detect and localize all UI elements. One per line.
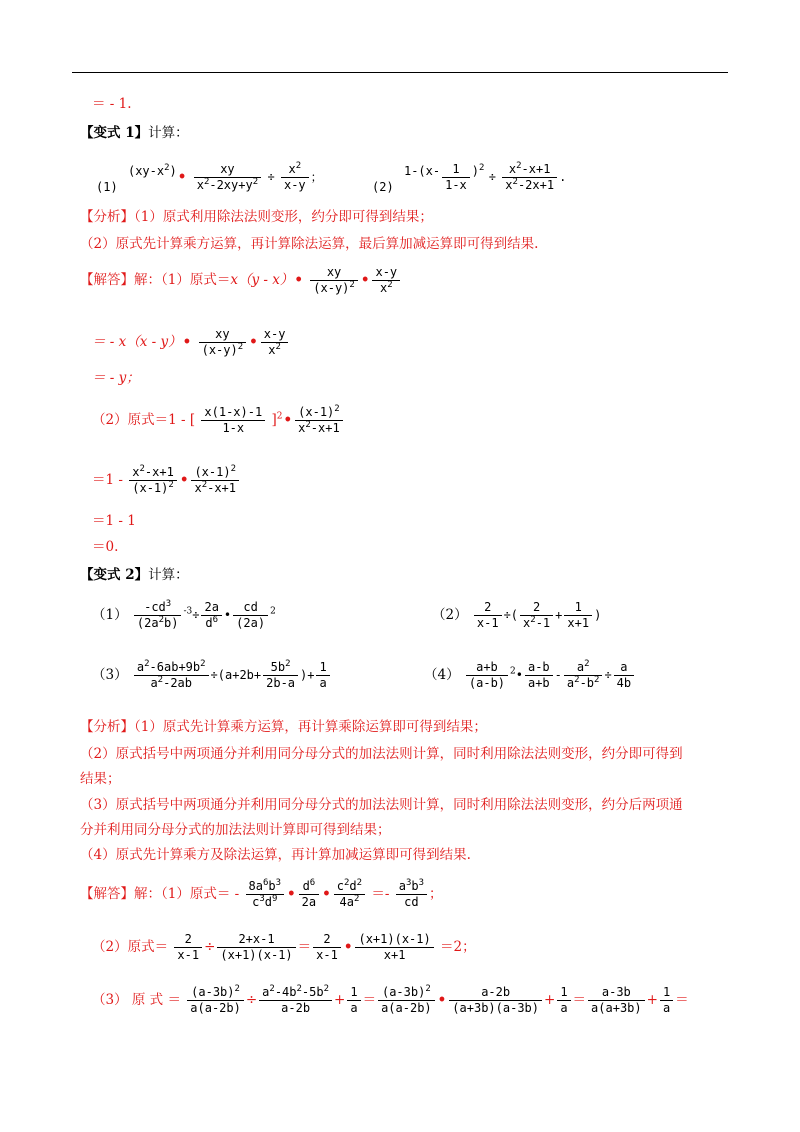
p2-lead: 1-(x-: [403, 164, 441, 178]
p1-lead: (xy-x: [127, 164, 165, 178]
variant1-solution-2-line2: ＝1 - $\frac{x^2-x+1}{(x-1)^2}$ • $\frac{(x-1)^2}{x^2-x+1}$: [92, 460, 241, 500]
variant1-analysis-1: 【分析】（1）原式利用除法法则变形，约分即可得到结果；: [80, 209, 433, 225]
variant1-solution-2-head: （2）原式＝1 - [ $\frac{x(1-x)-1}{1-x}$ ]$^2$• $\frac{(x-1)^2}{x^2-x+1}$: [92, 400, 345, 440]
top-line-text: ＝ - 1.: [92, 96, 132, 112]
variant2-problem-2: （2） $\frac{2}{x-1}$ ÷( $\frac{2}{x^2-1}$ + $\frac{1}{x+1}$ ): [432, 600, 602, 630]
variant2-problem-4: （4） $\frac{a+b}{(a-b)}$ $^2$• $\frac{a-b}{a+b}$ - $\frac{a^2}{a^2-b^2}$ ÷ $\frac{a}{4b}$: [424, 654, 636, 696]
variant2-analysis-3: 结果；: [80, 771, 121, 787]
variant2-problem-3: （3） $\frac{a^2-6ab+9b^2}{a^2-2ab}$ ÷(a+2b+ $\frac{5b^2}{2b-a}$ )+ $\frac{1}{a}$: [92, 654, 332, 696]
p2-end: .: [559, 170, 567, 184]
sol2-head: （2）原式＝1 - [: [92, 412, 196, 428]
variant2-solution-3: （3） 原 式 ＝ $\frac{(a-3b)^2}{a(a-2b)}$ ÷ $\frac{a^2-4b^2-5b^2}{a-2b}$ + $\frac{1}{a}$ ＝ $\frac{(a-3b)^2}{a(a-2b)}$ • $\frac{a-2b}{(a+3b)(a-3b)}$ + $\frac{1}{a}$ ＝ $\frac{a-3b}{a(a+3b)}$ + $\frac{1}{a}$ ＝: [92, 984, 689, 1015]
problem-number-2: (2): [372, 180, 394, 194]
solution-line-2: ＝ - x（x - y）: [92, 334, 182, 350]
sol2-l2: ＝1 -: [92, 472, 123, 488]
variant2-header: [80, 566, 189, 584]
variant2-tail: 计算：: [148, 567, 189, 583]
p2-fraction-2: $\frac{x^2-x+1}{x^2-2x+1}$: [502, 162, 557, 193]
variant1-solution-2-line3: ＝1 - 1: [92, 513, 136, 529]
item-3: （3）: [92, 667, 128, 683]
item-2: （2）: [432, 607, 468, 623]
p1-lead-close: ): [169, 164, 177, 178]
variant1-analysis-2: （2）原式先计算乘方运算，再计算除法运算，最后算加减运算即可得到结果.: [80, 236, 539, 252]
variant1-solution-3: ＝ - y；: [92, 370, 140, 386]
variant1-label: 【变式 1】: [80, 125, 149, 141]
v2-sol3-head: （3） 原 式 ＝: [92, 992, 181, 1008]
p2-fraction-1: $\frac{1}{1-x}$: [442, 162, 470, 193]
v2-semicolon: ；: [429, 886, 443, 902]
variant1-solution-1: 【解答】解：（1）原式＝x（y - x）• $\frac{xy}{(x-y)^2}$ • $\frac{x-y}{x^2}$: [80, 260, 402, 300]
p1-fraction-1: $\frac{xy}{x^2-2xy+y^2}$: [194, 162, 261, 193]
v2-sol2-end: ＝2；: [440, 939, 476, 955]
divide-sign-2: ÷: [488, 170, 496, 184]
divide-sign: ÷: [267, 170, 275, 184]
variant2-analysis-4: （3）原式括号中两项通分并利用同分母分式的加法法则计算，同时利用除法法则变形，约分后两项通: [80, 797, 683, 813]
p1-end: ；: [310, 170, 323, 184]
item-4: （4）: [424, 667, 460, 683]
solution-expr: x（y - x）: [230, 272, 294, 288]
variant2-problem-1: （1） $\frac{-cd^3}{(2a^2b)}$ $^{-3}$÷ $\frac{2a}{d^6}$ • $\frac{cd}{(2a)}$ $^2$: [92, 599, 276, 630]
variant2-label: 【变式 2】: [80, 567, 149, 583]
variant1-problem-1: (1) $(xy-x^2)•$ $\frac{xy}{x^2-2xy+y^2}$ ÷ $\frac{x^2}{x-y}$ ；: [96, 161, 323, 194]
variant1-header: [80, 124, 189, 142]
variant2-analysis-1: 【分析】（1）原式先计算乘方运算，再计算乘除运算即可得到结果；: [80, 719, 487, 735]
problem-number: (1): [96, 180, 118, 194]
variant2-solution-1: 【解答】解：（1）原式＝ - $\frac{8a^6b^3}{c^3d^9}$ • $\frac{d^6}{2a}$ • $\frac{c^2d^2}{4a^2}$ ＝- $\frac{a^3b^3}{cd}$ ；: [80, 878, 443, 909]
variant2-analysis-2: （2）原式括号中两项通分并利用同分母分式的加法法则计算，同时利用除法法则变形，约分即可得到: [80, 746, 683, 762]
variant2-solution-2: （2）原式＝ $\frac{2}{x-1}$ ÷ $\frac{2+x-1}{(x+1)(x-1)}$ ＝ $\frac{2}{x-1}$ • $\frac{(x+1)(x-1)}{x+1}$ ＝2；: [92, 932, 476, 962]
variant1-tail: 计算：: [148, 125, 189, 141]
v2-eq: ＝: [371, 886, 385, 902]
p1-fraction-2: $\frac{x^2}{x-y}$: [281, 162, 309, 193]
variant2-analysis-6: （4）原式先计算乘方及除法运算，再计算加减运算即可得到结果.: [80, 847, 471, 863]
header-rule: [72, 72, 728, 73]
v2-sol2-head: （2）原式＝: [92, 939, 169, 955]
solution-head: 【解答】解：（1）原式＝: [80, 272, 231, 288]
sol2-bracket: ]: [271, 412, 277, 428]
top-line: [92, 95, 132, 113]
variant1-problem-2: (2) 1-(x- $\frac{1}{1-x}$ )$^2$ ÷ $\frac{x^2-x+1}{x^2-2x+1}$ .: [372, 161, 567, 194]
v2-minus: -: [384, 886, 390, 902]
variant1-solution-2: ＝ - x（x - y）• $\frac{xy}{(x-y)^2}$ • $\frac{x-y}{x^2}$: [92, 322, 290, 362]
item-1: （1）: [92, 607, 128, 623]
variant1-solution-2-line4: ＝0.: [92, 539, 119, 555]
v2-sol1-head: 【解答】解：（1）原式＝ -: [80, 886, 240, 902]
variant2-analysis-5: 分并利用同分母分式的加法法则计算即可得到结果；: [80, 822, 391, 838]
